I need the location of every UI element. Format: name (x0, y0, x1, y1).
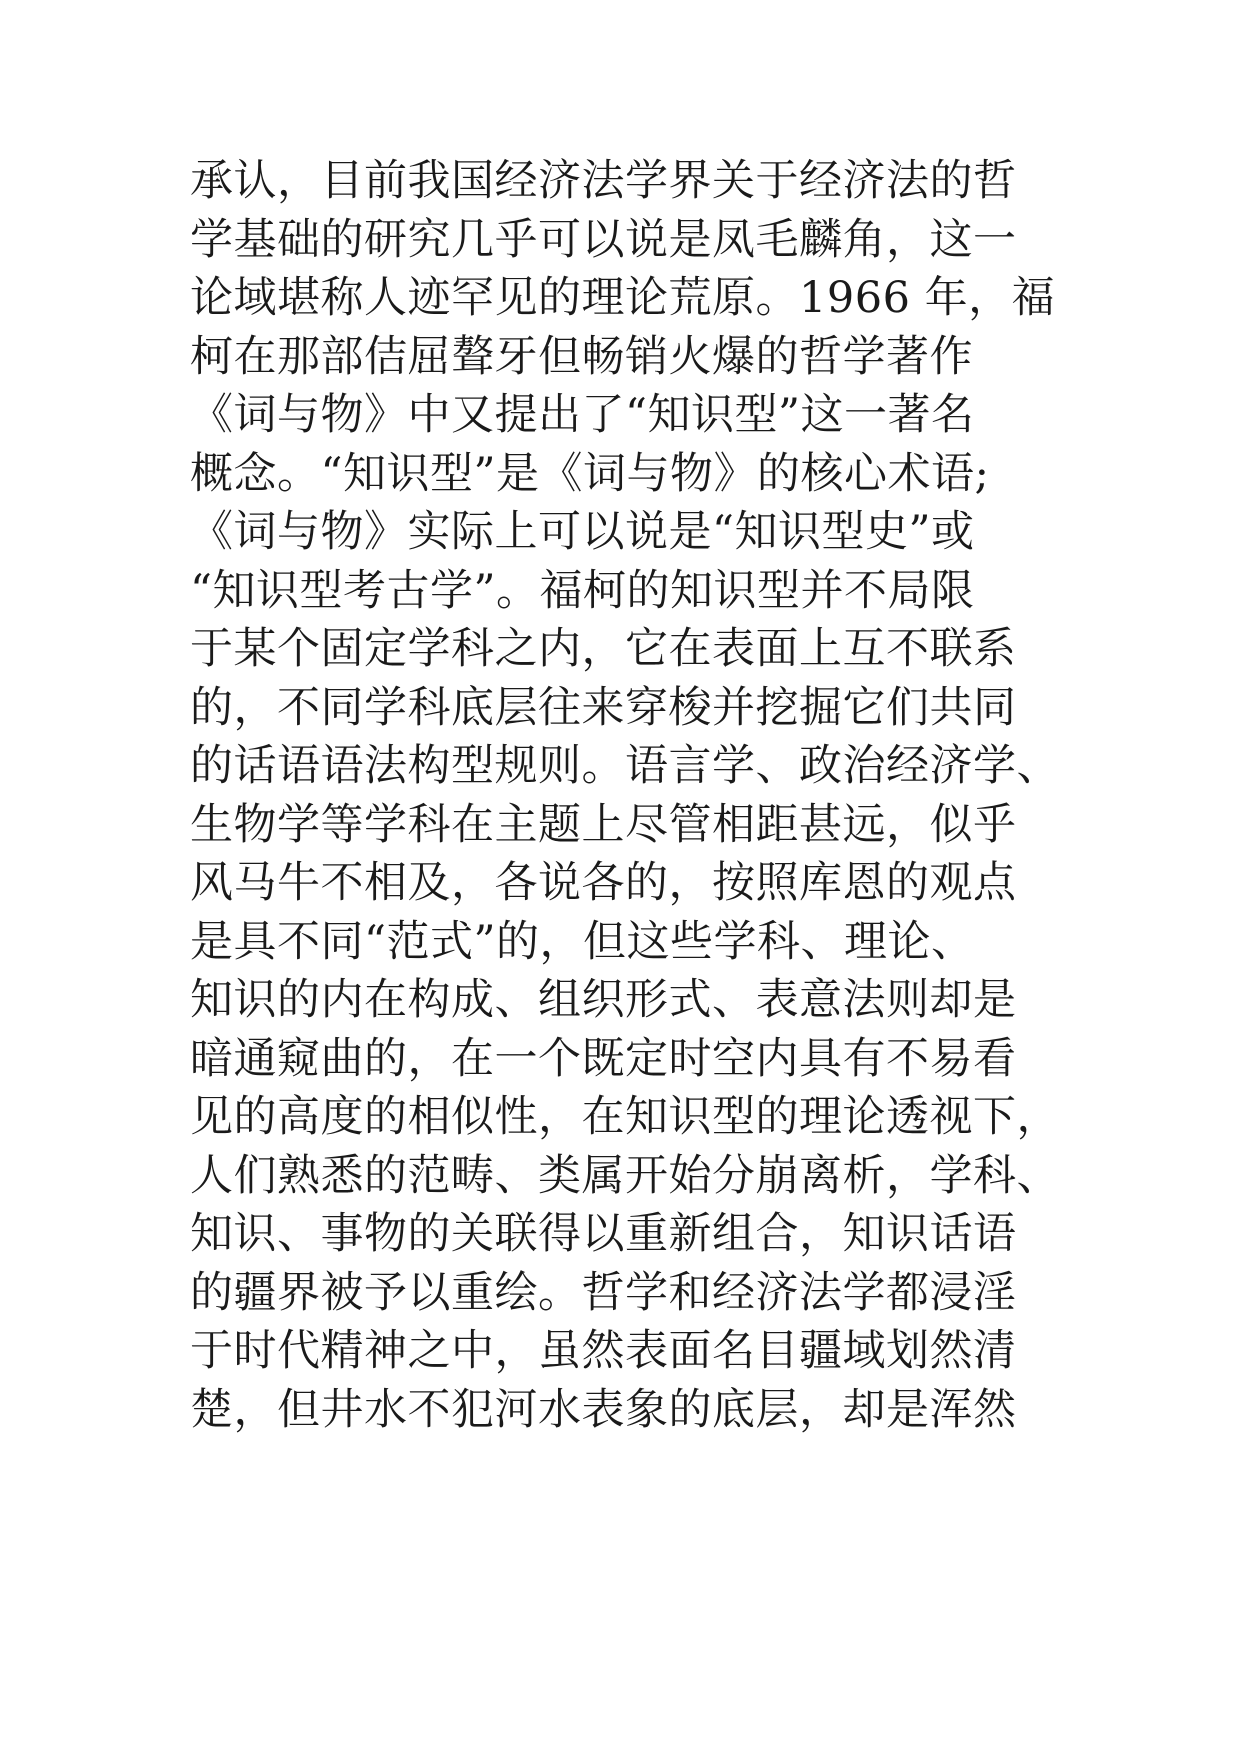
text-line: “知识型考古学”。福柯的知识型并不局限 (190, 565, 975, 616)
text-line: 的，不同学科底层往来穿梭并挖掘它们共同 (190, 682, 1017, 733)
text-line: 楚，但井水不犯河水表象的底层，却是浑然 (190, 1384, 1017, 1435)
text-line: 论域堪称人迹罕见的理论荒原。1966 年，福 (190, 273, 1056, 323)
text-line: 柯在那部佶屈聱牙但畅销火爆的哲学著作 (190, 331, 973, 382)
text-line: 的话语语法构型规则。语言学、政治经济学、 (190, 741, 1060, 791)
text-line: 概念。“知识型”是《词与物》的核心术语; (190, 448, 990, 499)
text-line: 于某个固定学科之内，它在表面上互不联系 (190, 624, 1017, 674)
text-line: 是具不同“范式”的，但这些学科、理论、 (190, 916, 975, 967)
text-line: 《词与物》实际上可以说是“知识型史”或 (190, 507, 975, 557)
text-line: 人们熟悉的范畴、类属开始分崩离析，学科、 (190, 1150, 1060, 1201)
text-line: 暗通窥曲的，在一个既定时空内具有不易看 (190, 1033, 1017, 1084)
body-text (190, 152, 1090, 1439)
text-line: 的疆界被予以重绘。哲学和经济法学都浸淫 (190, 1267, 1017, 1318)
text-line: 知识的内在构成、组织形式、表意法则却是 (190, 975, 1017, 1025)
text-line: 承认，目前我国经济法学界关于经济法的哲 (190, 156, 1017, 206)
text-line: 学基础的研究几乎可以说是凤毛麟角，这一 (190, 214, 1017, 265)
text-line: 于时代精神之中，虽然表面名目疆域划然清 (190, 1326, 1017, 1376)
text-line: 生物学等学科在主题上尽管相距甚远，似乎 (190, 799, 1017, 850)
text-line: 见的高度的相似性，在知识型的理论透视下， (190, 1092, 1060, 1142)
text-line: 知识、事物的关联得以重新组合，知识话语 (190, 1209, 1017, 1259)
text-line: 风马牛不相及，各说各的，按照库恩的观点 (190, 858, 1017, 908)
text-line: 《词与物》中又提出了“知识型”这一著名 (190, 390, 975, 440)
